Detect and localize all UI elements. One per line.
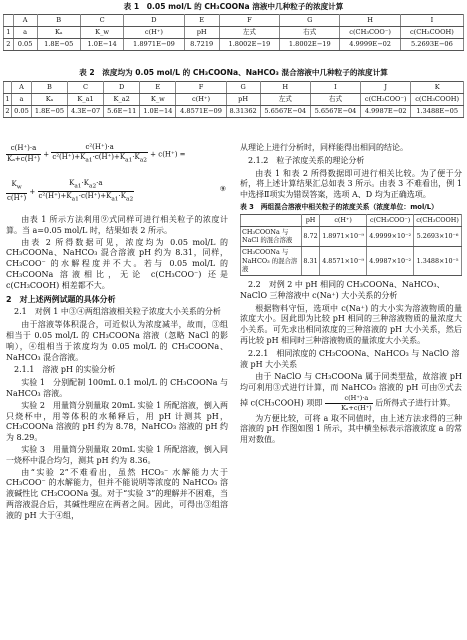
- table-cell: 1.8E−05: [37, 38, 80, 50]
- table-cell: E: [184, 15, 219, 27]
- table-cell: 4.8571E−09: [176, 105, 226, 117]
- table-cell: F: [219, 15, 279, 27]
- table-row: [4, 26, 464, 38]
- table-row: [241, 226, 462, 246]
- right-para-1: 从理论上进行分析时，同样能得出相同的结论。: [240, 143, 408, 152]
- table-cell: D: [124, 15, 184, 27]
- table-cell: a: [13, 26, 37, 38]
- table-cell: 8.7219: [184, 38, 219, 50]
- table-row: [4, 93, 464, 105]
- table-cell: 5.2693E−06: [400, 38, 463, 50]
- table-cell: K_a2: [104, 93, 140, 105]
- section-2-2-heading: 2.2 对例 2 中 pH 相同的 CH₃COONa、NaHCO₃、NaClO 三种溶液中 c(Na⁺) 大小关系的分析: [240, 280, 445, 300]
- table-cell: 1.3488×10⁻⁵: [414, 247, 462, 276]
- table-cell: [4, 15, 14, 27]
- table-cell: 1.8971×10⁻⁹: [320, 226, 367, 246]
- table-cell: c(H⁺): [124, 26, 184, 38]
- table-cell: A: [13, 15, 37, 27]
- right-para-4: 由于 NaClO 与 CH₃COONa 属于同类型盐，故溶液 pH 均可利用③式进行计算，而 NaHCO₃ 溶液的 pH 可由⑨式去掉 c(CH₃COOH) 项即 $\frac{c(H^+)\cdot a}{\text{Kₐ+c(H⁺)}}$ 后所得式子进行计算。: [240, 372, 462, 412]
- table-cell: 1: [4, 93, 12, 105]
- table-cell: c(CH₃COO⁻): [340, 26, 400, 38]
- table-cell: 1.8002E−19: [280, 38, 340, 50]
- table-cell: CH₃COONa 与 NaHCO₃ 的混合溶液: [241, 247, 302, 276]
- table-cell: [4, 82, 12, 94]
- table-cell: 5.6567E−04: [260, 105, 310, 117]
- section-2-1-heading: 2.1 对例 1 中③④两组溶液相关粒子浓度大小关系的分析: [14, 307, 221, 317]
- table-cell: H: [260, 82, 310, 94]
- table-cell: 1.8E−05: [31, 105, 67, 117]
- section-2-heading: 2 对上述两例试题的具体分析: [6, 294, 116, 304]
- table-cell: Kₐ: [31, 93, 67, 105]
- table2-caption: 表 2 浓度均为 0.05 mol/L 的 CH₃COONa、NaHCO₃ 混合溶液中几种粒子的浓度计算: [79, 68, 388, 77]
- table-cell: 8.72: [302, 226, 320, 246]
- table-cell: 右式: [280, 26, 340, 38]
- table-cell: G: [280, 15, 340, 27]
- table-cell: pH: [226, 93, 260, 105]
- table-cell: 左式: [260, 93, 310, 105]
- table-cell: 4.9987×10⁻²: [367, 247, 414, 276]
- table-cell: 8.31362: [226, 105, 260, 117]
- table-cell: H: [340, 15, 400, 27]
- table-row: [241, 247, 462, 276]
- table-cell: D: [104, 82, 140, 94]
- section-2-2-1-heading: 2.2.1 相同浓度的 CH₃COONa、NaHCO₃ 与 NaClO 溶液 pH 大小关系: [240, 348, 460, 369]
- table-row: [4, 105, 464, 117]
- left-para-1: 由表 1 所示方法利用⑨式同样可进行相关粒子的浓度计算。当 a=0.05 mol/L 时，结果如表 2 所示。: [6, 215, 228, 235]
- table-cell: A: [12, 82, 32, 94]
- table-cell: 4.9987E−02: [361, 105, 411, 117]
- table-cell: [241, 215, 302, 227]
- table-cell: B: [37, 15, 80, 27]
- experiment-2: 实验 2 用量筒分别量取 20mL 实验 1 所配溶液，倒入两只烧杯中，用等体积的水稀释后，用 pH 计测其 pH，CH₃COONa 溶液的 pH 约为 8.78，NaHCO₃ 溶液的 pH 约为 8.29。: [6, 400, 228, 443]
- table-cell: E: [140, 82, 176, 94]
- right-column: [240, 143, 462, 447]
- right-para-5: 为方便比较，可将 a 取不同值时，由上述方法求得的三种溶液的 pH 作图如图 1 所示，其中横坐标表示溶液浓度 a 的常用对数值。: [240, 413, 462, 445]
- right-para-2: 由表 1 和表 2 所得数据即可进行相关比较。为了便于分析，将上述计算结果汇总如表 3 所示。由表 3 不难看出，例 1 中选择Ⅱ项实为错误答案，选项 A、D 均为正确选项。: [240, 168, 462, 200]
- table-cell: G: [226, 82, 260, 94]
- table-cell: Kₐ: [37, 26, 80, 38]
- table-cell: CH₃COONa 与 NaCl 的混合溶液: [241, 226, 302, 246]
- section-2-1-1-heading: 2.1.1 溶液 pH 的实验分析: [14, 365, 116, 375]
- table-cell: 5.6E−11: [104, 105, 140, 117]
- left-para-2: 由表 2 所得数据可见，浓度均为 0.05 mol/L 的 CH₃COONa、NaHCO₃ 混合溶液 pH 约为 8.31，同样，CH₃COO⁻ 的水解程度并不大。若与 0.05 mol/L 的 CH₃COONa 溶液相比，无论 c(CH₃COO⁻) 还是 c(CH₃COOH) 相差都不大。: [6, 237, 228, 290]
- table-cell: c(CH₃COOH): [400, 26, 463, 38]
- table-cell: C: [68, 82, 104, 94]
- table-cell: 4.9999×10⁻²: [367, 226, 414, 246]
- table-cell: 4.9999E−02: [340, 38, 400, 50]
- table-cell: 4.3E−07: [68, 105, 104, 117]
- table-cell: 1.0E−14: [80, 38, 123, 50]
- equation-number: ⑨: [219, 185, 226, 193]
- table-cell: c(H⁺): [176, 93, 226, 105]
- experiment-1: 实验 1 分别配制 100mL 0.1 mol/L 的 CH₃COONa 与 NaHCO₃ 溶液。: [6, 378, 228, 398]
- table-cell: c(CH₃COOH): [414, 215, 462, 227]
- table-row: [4, 38, 464, 50]
- table-cell: c(CH₃COO⁻): [361, 93, 411, 105]
- table-cell: 5.6567E−04: [310, 105, 360, 117]
- table-cell: J: [361, 82, 411, 94]
- section-2-1-2-heading: 2.1.2 粒子浓度关系的理论分析: [248, 155, 365, 165]
- table-cell: 0.05: [13, 38, 37, 50]
- experiment-3: 实验 3 用量筒分别量取 20mL 实验 1 所配溶液，倒入同一烧杯中混合均匀，测其 pH 约为 8.36。: [6, 444, 228, 465]
- table-cell: F: [176, 82, 226, 94]
- table3-caption: 表 3 两组混合溶液中相关粒子的浓度关系（浓度单位：mol/L）: [240, 202, 438, 211]
- table-cell: 5.2693×10⁻⁶: [414, 226, 462, 246]
- table-cell: 1: [4, 26, 14, 38]
- equation-9: $\frac{c(H^+)\cdot a}{\text{Kₐ+c(H⁺)}}$ + $\frac{\text{c²(H⁺)·a}}{c^2(H^+)+K_{a1}\cdot c(H^+)+K_{a1}\cdot K_{a2}}$ + c(H⁺) = $\frac{K_w}{c(H^+)}$ + $\frac{K_{a1}\cdot K_{a2}\cdot a}{c^2(H^+)+K_{a1}\cdot c(H^+)+K_{a1}\cdot K_{a2}}$ ⑨: [7, 143, 226, 203]
- table-cell: K_a1: [68, 93, 104, 105]
- inline-fraction: $\frac{c(H^+)\cdot a}{\text{Kₐ+c(H⁺)}}$: [325, 394, 373, 413]
- table3: [240, 214, 462, 276]
- table-cell: I: [310, 82, 360, 94]
- table-cell: K_w: [80, 26, 123, 38]
- table-cell: 2: [4, 38, 14, 50]
- table1: [3, 14, 464, 51]
- left-para-7: 由“实验 2”不难看出，虽然 HCO₃⁻ 水解能力大于 CH₃COO⁻ 的水解能力，但并不能说明等浓度的 NaHCO₃ 溶液碱性比 CH₃COONa 强。对于“实验 3”的理解并不困难，当两溶液混合后，其碱性理应在两者之间。因此，可得出③组溶液的 pH 大于④组，: [6, 467, 228, 520]
- left-para-3: 由于溶液等体积混合，可近似认为浓度减半，故而，③组相当于 0.05 mol/L 的 CH₃COONa 溶液（忽略 NaCl 的影响），④组相当于浓度均为 0.05 mol/L 的 CH₃COONa、NaHCO₃ 混合溶液。: [6, 320, 228, 362]
- table-row: [4, 15, 464, 27]
- table-cell: 左式: [219, 26, 279, 38]
- left-column: [6, 143, 228, 523]
- table-cell: pH: [302, 215, 320, 227]
- table-row: [4, 82, 464, 94]
- table-cell: K_w: [140, 93, 176, 105]
- table-cell: B: [31, 82, 67, 94]
- table-cell: 4.8571×10⁻⁹: [320, 247, 367, 276]
- right-para-3: 根据物料守恒，选项中 c(Na⁺) 的大小实为溶液物质的量浓度大小。因此即为比较 pH 相同的三种溶液物质的量浓度大小关系。可先求出相同浓度的三种溶液的 pH 大小关系，然后再比较 pH 相同时三种溶液物质的量浓度大小关系。: [240, 303, 462, 345]
- table-cell: 0.05: [12, 105, 32, 117]
- table-cell: 2: [4, 105, 12, 117]
- table2: [3, 81, 464, 118]
- table-cell: C: [80, 15, 123, 27]
- table-cell: 右式: [310, 93, 360, 105]
- table1-caption: 表 1 0.05 mol/L 的 CH₃COONa 溶液中几种粒子的浓度计算: [123, 2, 344, 11]
- table-cell: c(CH₃COO⁻): [367, 215, 414, 227]
- table-cell: 1.8971E−09: [124, 38, 184, 50]
- table-cell: 1.8002E−19: [219, 38, 279, 50]
- table-cell: pH: [184, 26, 219, 38]
- table-cell: 8.31: [302, 247, 320, 276]
- table-cell: I: [400, 15, 463, 27]
- table-cell: 1.0E−14: [140, 105, 176, 117]
- table-cell: 1.3488E−05: [411, 105, 464, 117]
- table-cell: c(CH₃COOH): [411, 93, 464, 105]
- table-cell: K: [411, 82, 464, 94]
- table-cell: c(H⁺): [320, 215, 367, 227]
- table-row: [241, 215, 462, 227]
- table-cell: a: [12, 93, 32, 105]
